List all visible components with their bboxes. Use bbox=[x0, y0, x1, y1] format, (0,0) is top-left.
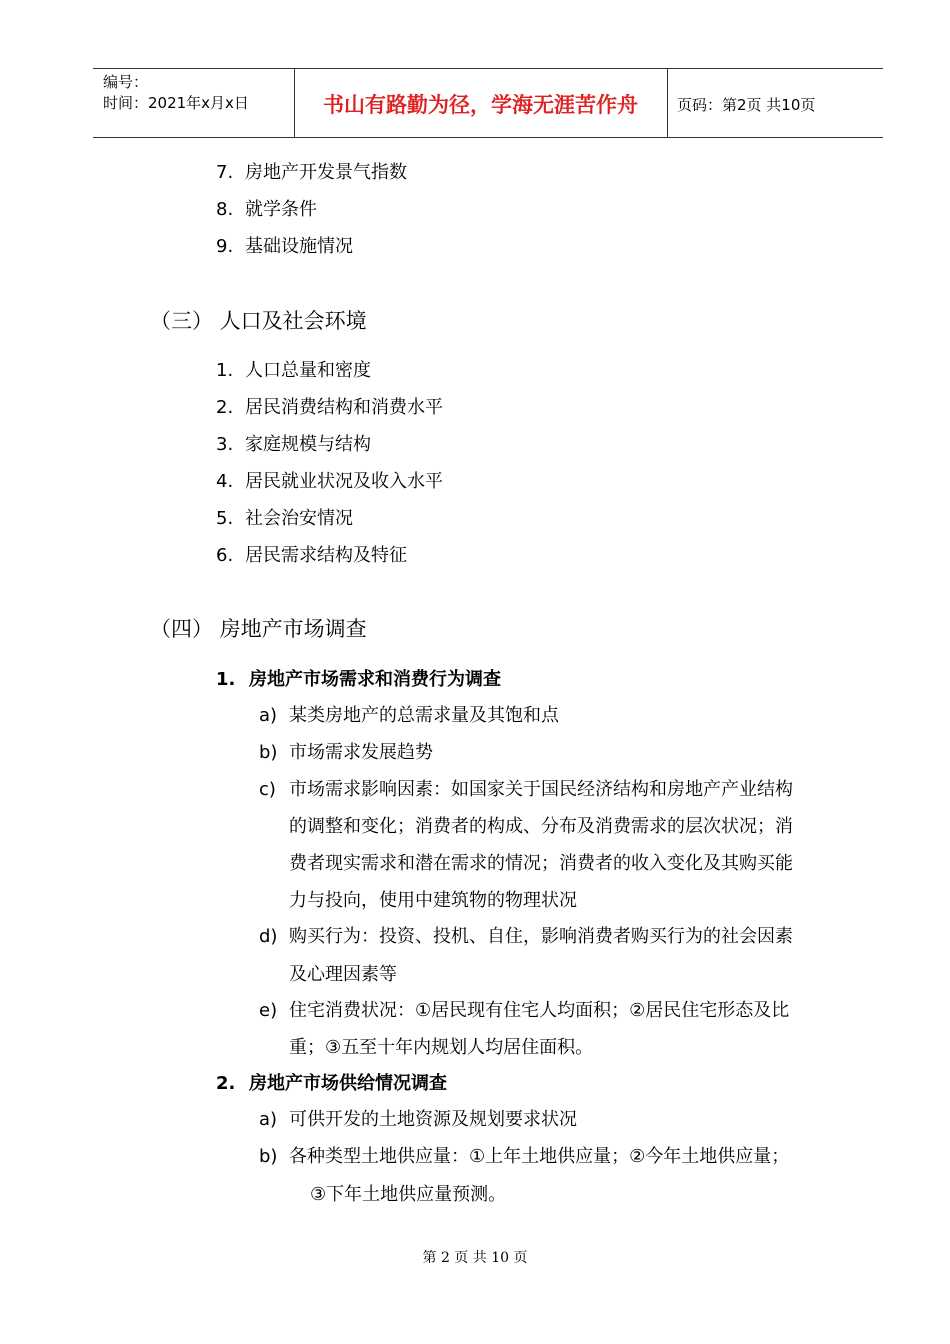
section-heading-4: （四） 房地产市场调查 bbox=[150, 617, 367, 641]
subsection-title: 房地产市场供给情况调查 bbox=[249, 1073, 447, 1094]
subsection-number: 1. bbox=[216, 669, 236, 690]
doc-time: 时间：2021年x月x日 bbox=[103, 94, 249, 112]
list-item bbox=[216, 393, 443, 419]
item-letter: d) bbox=[259, 926, 278, 947]
item-number: 6. bbox=[216, 545, 234, 566]
list-item bbox=[216, 232, 353, 258]
list-item bbox=[216, 356, 371, 382]
item-letter: a) bbox=[259, 1109, 278, 1130]
list-item bbox=[216, 195, 317, 221]
item-number: 4. bbox=[216, 471, 234, 492]
item-text: 基础设施情况 bbox=[245, 236, 353, 257]
list-item bbox=[259, 922, 793, 948]
item-letter: a) bbox=[259, 705, 278, 726]
item-letter: c) bbox=[259, 779, 276, 800]
item-text: 家庭规模与结构 bbox=[245, 434, 371, 455]
item-continuation: ③下年土地供应量预测。 bbox=[310, 1184, 507, 1205]
doc-code-label: 编号： bbox=[103, 73, 149, 91]
item-text: 住宅消费状况：①居民现有住宅人均面积；②居民住宅形态及比 bbox=[289, 1000, 790, 1021]
item-text: 社会治安情况 bbox=[245, 508, 353, 529]
item-continuation: 重；③五至十年内规划人均居住面积。 bbox=[289, 1037, 594, 1058]
item-text: 市场需求发展趋势 bbox=[289, 742, 433, 763]
item-text: 居民就业状况及收入水平 bbox=[245, 471, 443, 492]
item-continuation: 及心理因素等 bbox=[289, 964, 397, 985]
item-letter: e) bbox=[259, 1000, 278, 1021]
list-item bbox=[259, 996, 789, 1022]
page-footer: 第 2 页 共 10 页 bbox=[422, 1250, 528, 1266]
item-letter: b) bbox=[259, 1146, 278, 1167]
subsection-heading bbox=[216, 1069, 447, 1095]
item-text: 购买行为：投资、投机、自住，影响消费者购买行为的社会因素 bbox=[289, 926, 793, 947]
list-item bbox=[259, 1105, 577, 1131]
header-page-info: 页码：第2页 共10页 bbox=[677, 96, 816, 114]
list-item bbox=[216, 467, 443, 493]
header-page-cell bbox=[667, 69, 883, 137]
subsection-number: 2. bbox=[216, 1073, 236, 1094]
item-number: 7. bbox=[216, 162, 234, 183]
item-number: 8. bbox=[216, 199, 234, 220]
header-meta-cell bbox=[93, 69, 295, 137]
item-number: 9. bbox=[216, 236, 234, 257]
item-number: 3. bbox=[216, 434, 234, 455]
list-item bbox=[216, 430, 371, 456]
list-item bbox=[216, 158, 407, 184]
list-item bbox=[216, 541, 407, 567]
header-motto-cell bbox=[294, 69, 668, 137]
list-item bbox=[216, 504, 353, 530]
item-number: 1. bbox=[216, 360, 234, 381]
list-item bbox=[259, 738, 433, 764]
item-number: 5. bbox=[216, 508, 234, 529]
item-text: 人口总量和密度 bbox=[245, 360, 371, 381]
item-text: 房地产开发景气指数 bbox=[245, 162, 407, 183]
item-letter: b) bbox=[259, 742, 278, 763]
item-continuation: 费者现实需求和潜在需求的情况；消费者的收入变化及其购买能 bbox=[289, 853, 793, 874]
item-number: 2. bbox=[216, 397, 234, 418]
item-text: 就学条件 bbox=[245, 199, 317, 220]
item-continuation: 的调整和变化；消费者的构成、分布及消费需求的层次状况；消 bbox=[289, 816, 793, 837]
item-text: 可供开发的土地资源及规划要求状况 bbox=[289, 1109, 577, 1130]
subsection-title: 房地产市场需求和消费行为调查 bbox=[249, 669, 501, 690]
page-header bbox=[93, 68, 883, 138]
item-text: 居民需求结构及特征 bbox=[245, 545, 407, 566]
item-continuation: 力与投向，使用中建筑物的物理状况 bbox=[289, 890, 577, 911]
item-text: 居民消费结构和消费水平 bbox=[245, 397, 443, 418]
list-item bbox=[259, 775, 793, 801]
list-item bbox=[259, 701, 559, 727]
subsection-heading bbox=[216, 665, 501, 691]
section-heading-3: （三） 人口及社会环境 bbox=[150, 309, 367, 333]
item-text: 市场需求影响因素：如国家关于国民经济结构和房地产产业结构 bbox=[289, 779, 793, 800]
item-text: 某类房地产的总需求量及其饱和点 bbox=[289, 705, 559, 726]
list-item bbox=[259, 1142, 789, 1168]
header-motto: 书山有路勤为径，学海无涯苦作舟 bbox=[323, 92, 638, 117]
item-text: 各种类型土地供应量：①上年土地供应量；②今年土地供应量； bbox=[289, 1146, 790, 1167]
